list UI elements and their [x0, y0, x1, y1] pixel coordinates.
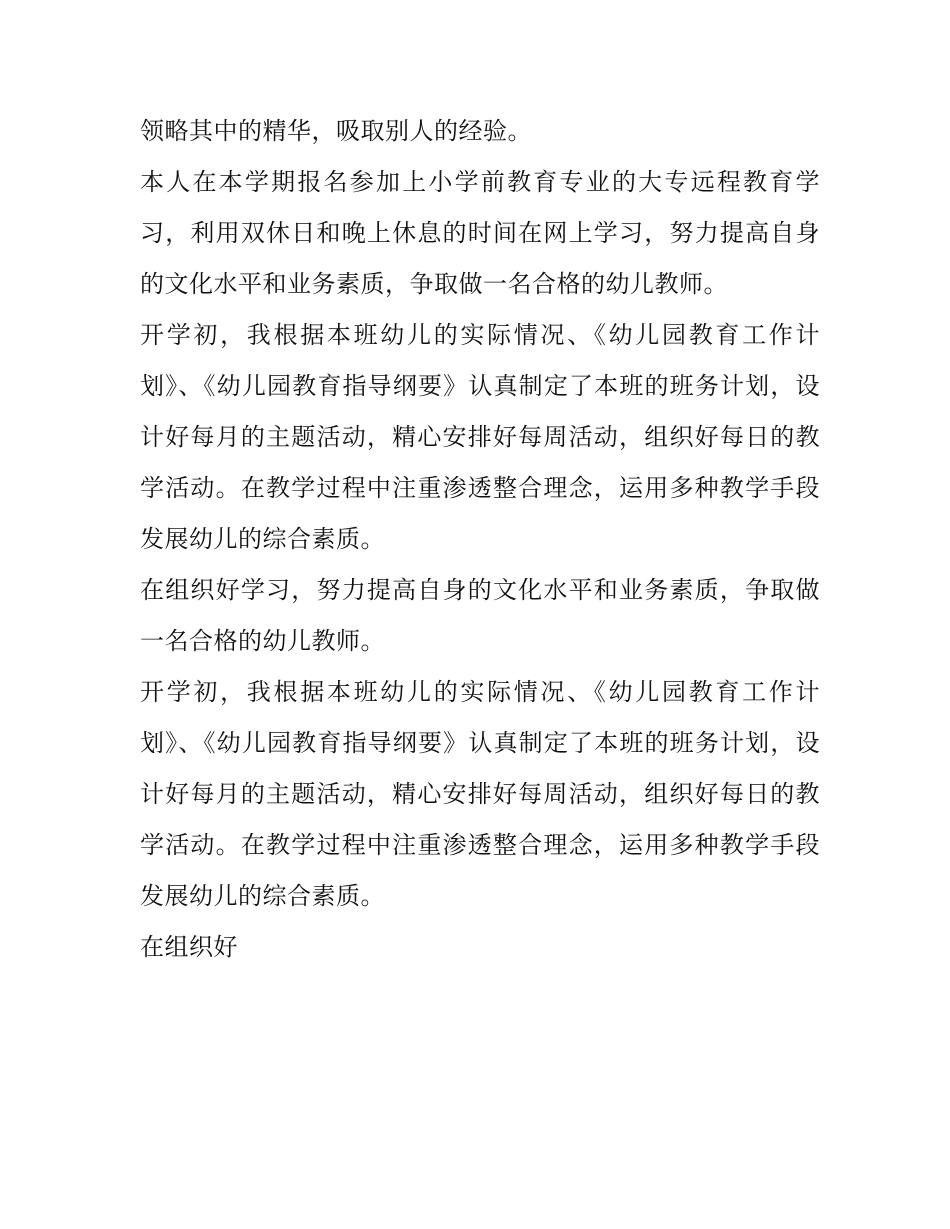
- paragraph-1: 领略其中的精华，吸取别人的经验。: [140, 117, 532, 145]
- paragraph-3: 开学初，我根据本班幼儿的实际情况、《幼儿园教育工作计划》、《幼儿园教育指导纲要》认真制定了本班的班务计划，设计好每月的主题活动，精心安排好每周活动，组织好每日的教学活动。在教学过程中注重渗透整合理念，运用多种教学手段发展幼儿的综合素质。: [140, 321, 820, 553]
- paragraph-5: 开学初，我根据本班幼儿的实际情况、《幼儿园教育工作计划》、《幼儿园教育指导纲要》认真制定了本班的班务计划，设计好每月的主题活动，精心安排好每周活动，组织好每日的教学活动。在教学过程中注重渗透整合理念，运用多种教学手段发展幼儿的综合素质。: [140, 678, 820, 910]
- paragraph-2: 本人在本学期报名参加上小学前教育专业的大专远程教育学习，利用双休日和晚上休息的时间在网上学习，努力提高自身的文化水平和业务素质，争取做一名合格的幼儿教师。: [140, 168, 820, 298]
- document-body: [140, 106, 820, 973]
- paragraph-4: 在组织好学习，努力提高自身的文化水平和业务素质，争取做一名合格的幼儿教师。: [140, 576, 820, 655]
- paragraph-6: 在组织好: [140, 933, 238, 961]
